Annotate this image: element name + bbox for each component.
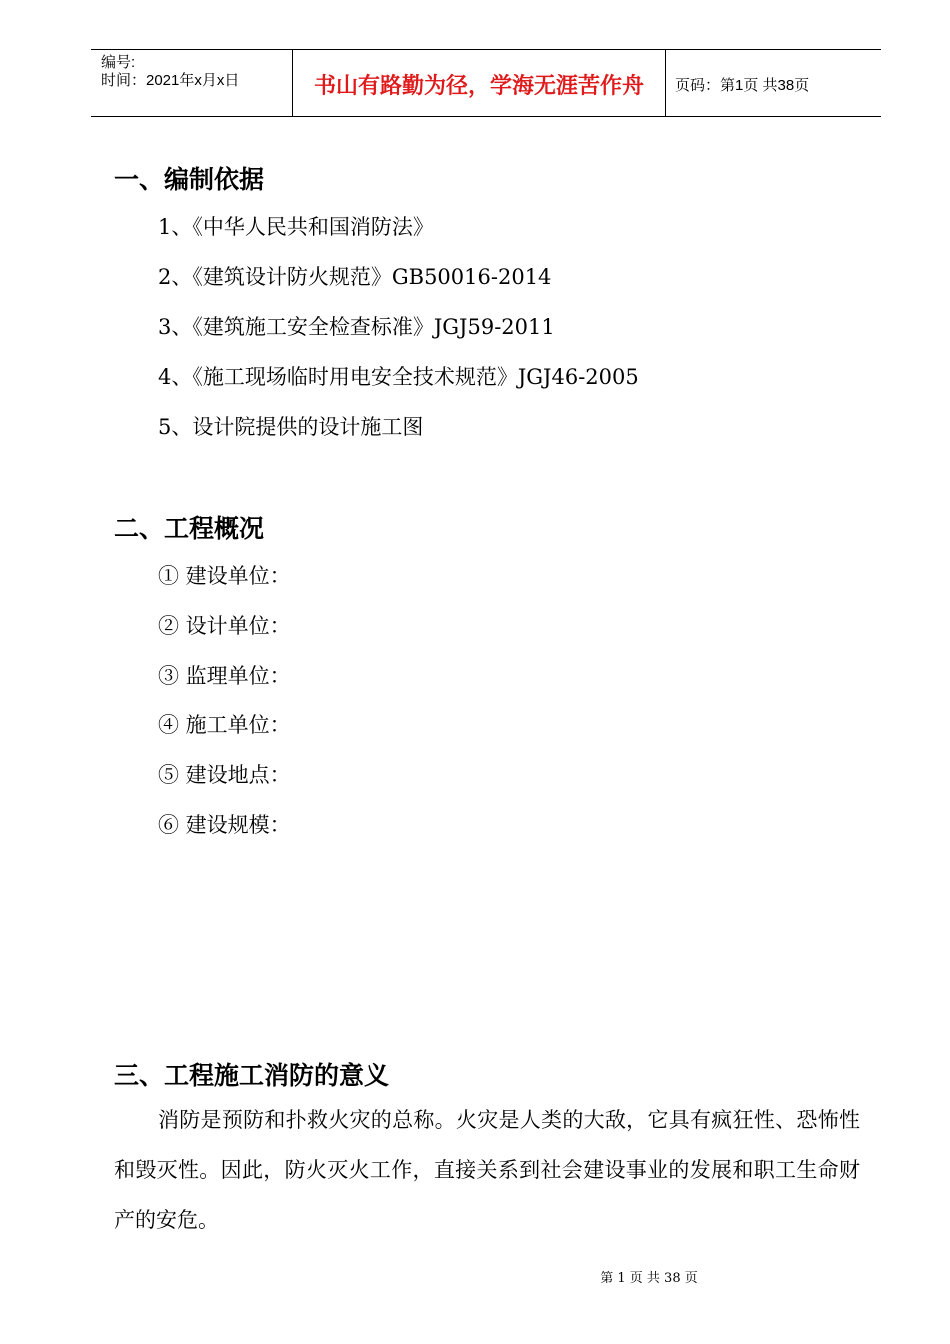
list-item: 4、《施工现场临时用电安全技术规范》JGJ46-2005 <box>158 365 639 389</box>
list-item: ⑥ 建设规模： <box>158 813 291 837</box>
header-motto: 书山有路勤为径，学海无涯苦作舟 <box>293 50 666 116</box>
header-meta <box>91 50 293 116</box>
list-item: 3、《建筑施工安全检查标准》JGJ59-2011 <box>158 315 555 339</box>
section-heading-basis: 一、编制依据 <box>114 165 265 194</box>
list-item: ① 建设单位： <box>158 564 291 588</box>
list-item: 5、设计院提供的设计施工图 <box>158 415 424 439</box>
list-item: 1、《中华人民共和国消防法》 <box>158 215 434 239</box>
list-item: ④ 施工单位： <box>158 713 291 737</box>
list-item: ② 设计单位： <box>158 614 291 638</box>
time-label: 时间：2021年x月x日 <box>101 72 240 89</box>
list-item: ⑤ 建设地点： <box>158 763 291 787</box>
list-item: ③ 监理单位： <box>158 664 291 688</box>
paragraph <box>114 1095 860 1245</box>
paragraph-text: 消防是预防和扑救火灾的总称。火灾是人类的大敌，它具有疯狂性、恐怖性和毁灭性。因此，防火灭火工作，直接关系到社会建设事业的发展和职工生命财产的安危。 <box>114 1108 860 1232</box>
section-heading-significance: 三、工程施工消防的意义 <box>114 1061 390 1090</box>
page-footer: 第 1 页 共 38 页 <box>600 1271 698 1286</box>
number-label: 编号: <box>101 54 136 71</box>
section-heading-overview: 二、工程概况 <box>114 514 265 543</box>
page-header <box>91 49 881 117</box>
list-item: 2、《建筑设计防火规范》GB50016-2014 <box>158 265 552 289</box>
header-page-info: 页码：第1页 共38页 <box>675 76 810 94</box>
